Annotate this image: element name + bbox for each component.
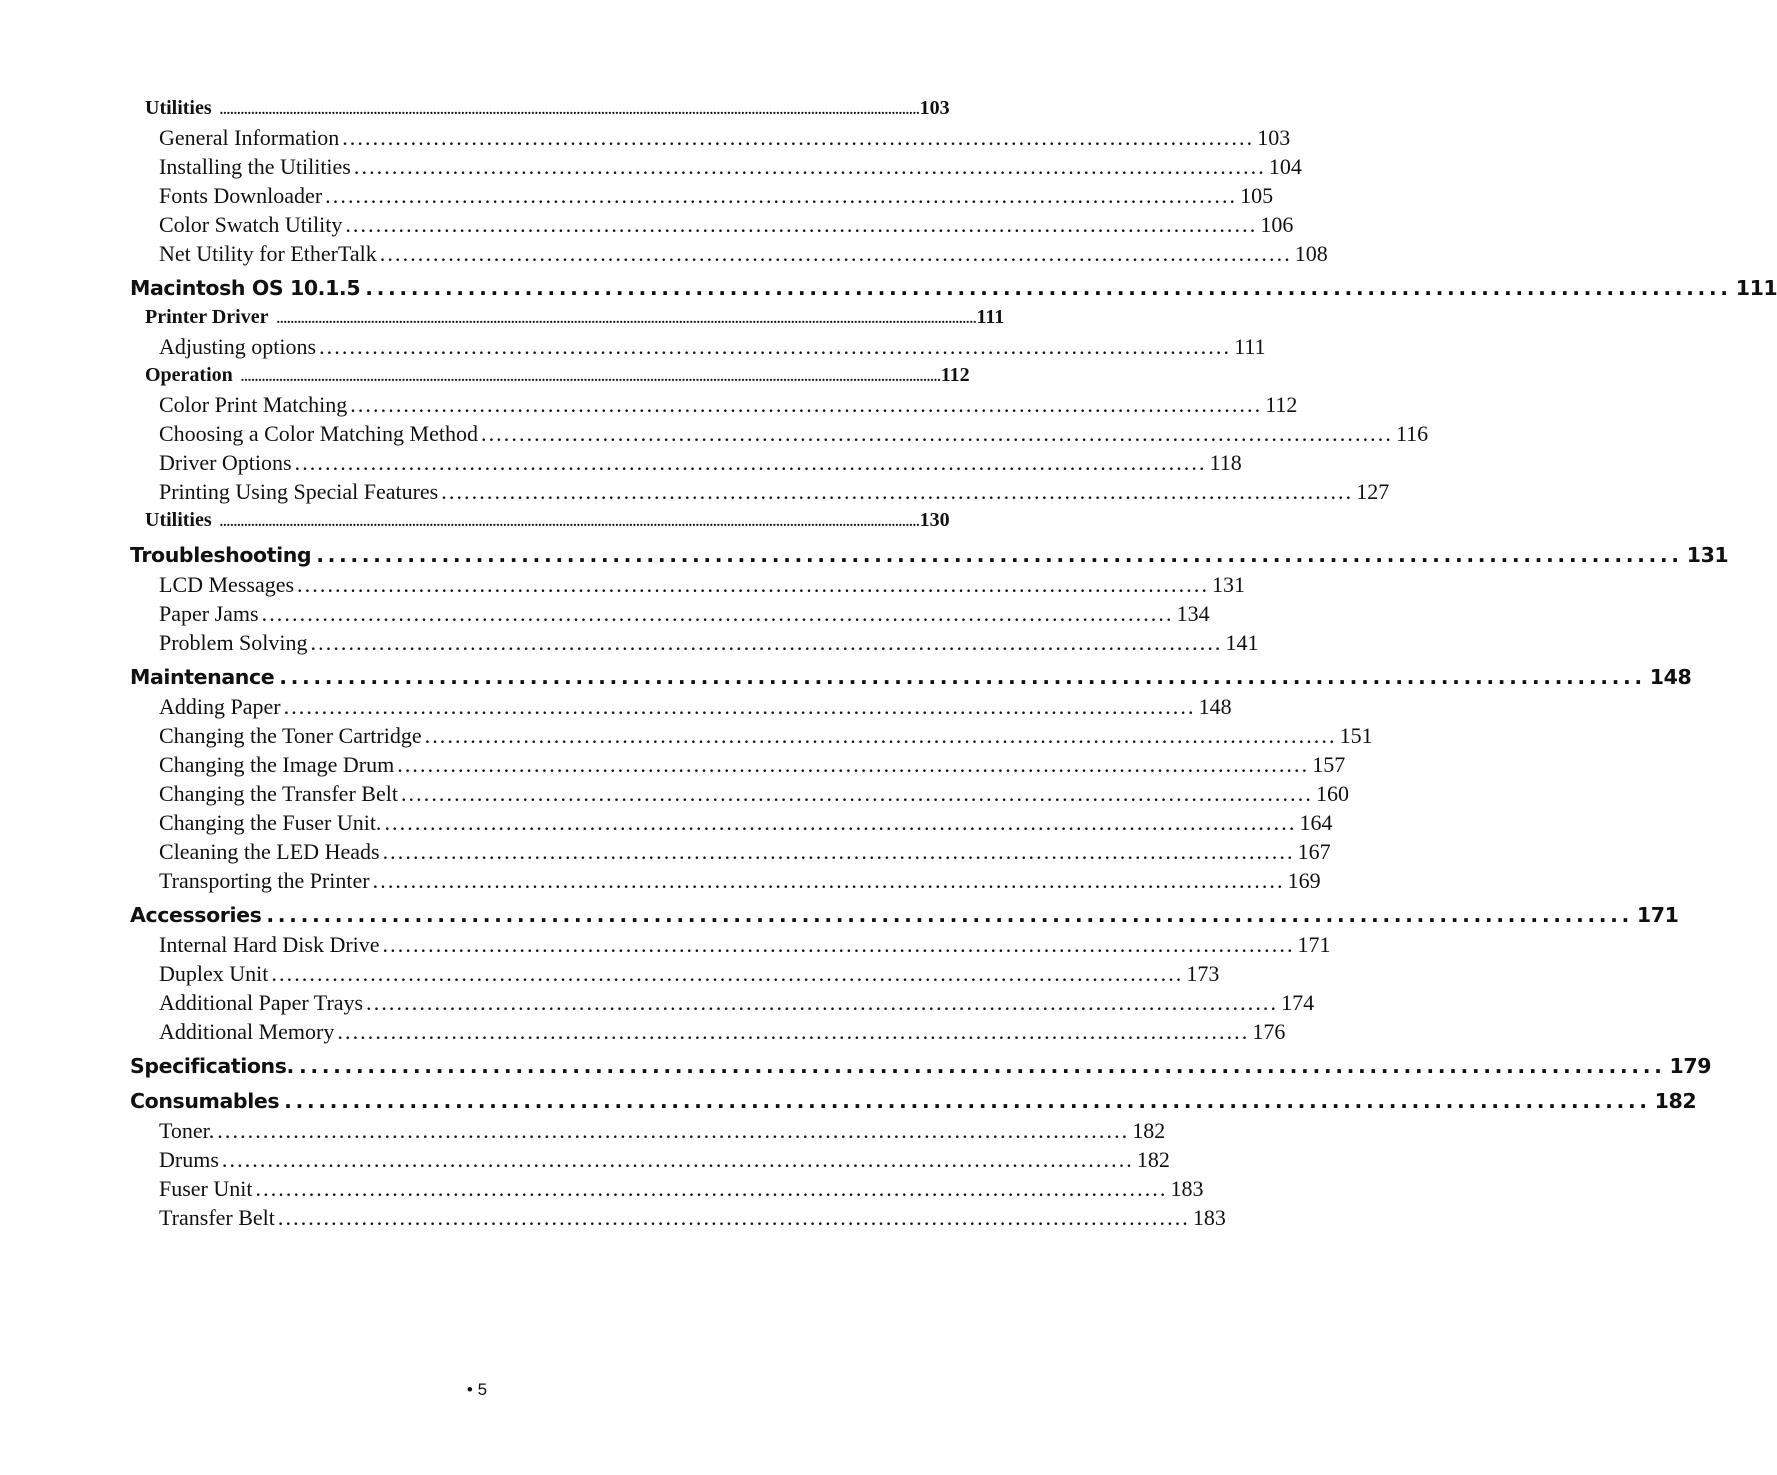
toc-entry <box>130 152 1302 181</box>
toc-group <box>130 1087 1697 1232</box>
toc-entry <box>130 808 1333 837</box>
toc-entry-page: 169 <box>1287 868 1321 893</box>
dot-leader: ........................................................................................................................ <box>400 781 1313 806</box>
toc-entry-page: 183 <box>1170 1176 1204 1201</box>
toc-entry <box>130 866 1321 895</box>
toc-entry-page: 103 <box>1257 125 1291 150</box>
toc-entry-page: 111 <box>1234 334 1266 359</box>
toc-entry-title: Drums <box>159 1147 219 1172</box>
dot-leader: ........................................................................................................................ <box>261 601 1174 626</box>
toc-entry-title: Internal Hard Disk Drive <box>159 932 380 957</box>
toc-entry-page: 105 <box>1240 183 1274 208</box>
toc-entry-title: Color Swatch Utility <box>159 212 343 237</box>
dot-leader: ........................................................................................................................ <box>424 723 1337 748</box>
section-heading-title: Operation <box>145 364 233 386</box>
page-number: • 5 <box>466 1380 488 1399</box>
toc-entry-page: 173 <box>1186 961 1220 986</box>
toc-entry <box>130 1203 1226 1232</box>
toc-group <box>130 274 1777 535</box>
dot-leader: ........................................................................................................................ <box>366 990 1279 1015</box>
chapter-heading-title: Consumables <box>130 1089 280 1113</box>
dot-leader: ........................................................................................................................ <box>283 694 1196 719</box>
chapter-heading-title: Troubleshooting <box>130 543 312 567</box>
toc-entry-title: Changing the Transfer Belt <box>159 781 398 806</box>
dot-leader: ........................................................................................................................ <box>325 183 1238 208</box>
toc-entry-title: Fuser Unit <box>159 1176 253 1201</box>
toc-entry-title: Driver Options <box>159 450 292 475</box>
toc-entry-title: Net Utility for EtherTalk <box>159 241 377 266</box>
chapter-heading <box>130 274 1777 303</box>
dot-leader: ........................................................................................................................................................................................................ <box>240 370 941 385</box>
dot-leader: ........................................................................................................................ <box>480 421 1393 446</box>
toc-entry-title: Duplex Unit <box>159 961 269 986</box>
dot-leader: ........................................................................................................................ <box>384 810 1297 835</box>
chapter-heading <box>130 541 1729 570</box>
dot-leader: ........................................................................................................................ <box>316 543 1683 567</box>
chapter-heading-page: 131 <box>1686 543 1729 567</box>
toc-entry-title: Toner. <box>159 1118 215 1143</box>
toc-entry-title: Cleaning the LED Heads <box>159 839 380 864</box>
dot-leader: ........................................................................................................................ <box>372 868 1285 893</box>
section-heading-page: 111 <box>976 306 1005 328</box>
toc-entry <box>130 692 1232 721</box>
toc-entry <box>130 930 1331 959</box>
toc-entry-title: Installing the Utilities <box>159 154 351 179</box>
toc-entry <box>130 599 1210 628</box>
dot-leader: ........................................................................................................................ <box>337 1019 1250 1044</box>
chapter-heading-title: Maintenance <box>130 665 275 689</box>
section-heading-title: Utilities <box>145 509 212 531</box>
dot-leader: ........................................................................................................................ <box>271 961 1184 986</box>
chapter-heading-page: 171 <box>1636 903 1679 927</box>
dot-leader: ........................................................................................................................ <box>221 1147 1134 1172</box>
toc-entry-title: Changing the Toner Cartridge <box>159 723 422 748</box>
dot-leader: ........................................................................................................................ <box>298 1054 1666 1078</box>
toc-entry-title: Additional Paper Trays <box>159 990 364 1015</box>
dot-leader: ........................................................................................................................ <box>382 932 1295 957</box>
dot-leader: ........................................................................................................................ <box>397 752 1310 777</box>
toc-entry <box>130 419 1429 448</box>
dot-leader: ........................................................................................................................................................................................................ <box>219 103 920 118</box>
dot-leader: ........................................................................................................................ <box>382 839 1295 864</box>
toc-entry <box>130 779 1349 808</box>
toc-entry-page: 157 <box>1312 752 1346 777</box>
dot-leader: ........................................................................................................................ <box>350 392 1263 417</box>
toc-entry <box>130 448 1242 477</box>
toc-entry <box>130 332 1266 361</box>
dot-leader: ........................................................................................................................ <box>319 334 1232 359</box>
chapter-heading-title: Macintosh OS 10.1.5 <box>130 276 361 300</box>
toc-entry <box>130 1116 1166 1145</box>
dot-leader: ........................................................................................................................................................................................................ <box>219 515 920 530</box>
chapter-heading <box>130 1087 1697 1116</box>
toc-group <box>130 94 1328 268</box>
toc-entry-page: 104 <box>1268 154 1302 179</box>
toc-entry-title: Adding Paper <box>159 694 281 719</box>
toc-group <box>130 1052 1712 1081</box>
dot-leader: ........................................................................................................................ <box>277 1205 1190 1230</box>
toc-entry <box>130 1145 1170 1174</box>
toc-entry <box>130 210 1294 239</box>
section-heading <box>130 361 970 390</box>
dot-leader: ........................................................................................................................ <box>379 241 1292 266</box>
toc-entry-title: Choosing a Color Matching Method <box>159 421 478 446</box>
toc-entry-page: 182 <box>1132 1118 1166 1143</box>
toc-entry-title: General Information <box>159 125 340 150</box>
toc-group <box>130 541 1729 657</box>
chapter-heading-page: 182 <box>1654 1089 1697 1113</box>
dot-leader: ........................................................................................................................ <box>441 479 1354 504</box>
toc-entry <box>130 837 1331 866</box>
toc-entry-page: 151 <box>1339 723 1373 748</box>
toc-entry-page: 176 <box>1252 1019 1286 1044</box>
section-heading-title: Printer Driver <box>145 306 269 328</box>
toc-entry-title: Printing Using Special Features <box>159 479 439 504</box>
toc-entry-page: 182 <box>1136 1147 1170 1172</box>
toc-entry-page: 127 <box>1356 479 1390 504</box>
table-of-contents <box>130 94 1777 1232</box>
chapter-heading-page: 179 <box>1669 1054 1712 1078</box>
section-heading <box>130 94 950 123</box>
chapter-heading <box>130 1052 1712 1081</box>
toc-entry <box>130 1017 1286 1046</box>
chapter-heading <box>130 663 1692 692</box>
dot-leader: ........................................................................................................................ <box>266 903 1633 927</box>
toc-entry-title: LCD Messages <box>159 572 295 597</box>
toc-entry-page: 183 <box>1192 1205 1226 1230</box>
toc-entry-page: 116 <box>1395 421 1429 446</box>
dot-leader: ........................................................................................................................ <box>297 572 1210 597</box>
toc-entry <box>130 239 1328 268</box>
toc-entry-page: 160 <box>1315 781 1349 806</box>
toc-entry-title: Fonts Downloader <box>159 183 323 208</box>
section-heading <box>130 506 950 535</box>
toc-entry-title: Problem Solving <box>159 630 308 655</box>
toc-entry-page: 108 <box>1294 241 1328 266</box>
dot-leader: ........................................................................................................................ <box>365 276 1732 300</box>
toc-entry-page: 106 <box>1260 212 1294 237</box>
toc-entry-title: Additional Memory <box>159 1019 335 1044</box>
toc-entry-page: 141 <box>1225 630 1259 655</box>
toc-entry-page: 164 <box>1299 810 1333 835</box>
dot-leader: ........................................................................................................................ <box>217 1118 1130 1143</box>
toc-entry-page: 131 <box>1212 572 1246 597</box>
toc-entry <box>130 628 1259 657</box>
toc-entry-title: Color Print Matching <box>159 392 348 417</box>
toc-entry <box>130 959 1220 988</box>
dot-leader: ........................................................................................................................ <box>310 630 1223 655</box>
section-heading-page: 130 <box>919 509 950 531</box>
chapter-heading-page: 148 <box>1649 665 1692 689</box>
toc-group <box>130 663 1692 895</box>
dot-leader: ........................................................................................................................................................................................................ <box>276 312 977 327</box>
section-heading-title: Utilities <box>145 97 212 119</box>
dot-leader: ........................................................................................................................ <box>345 212 1258 237</box>
toc-entry-page: 148 <box>1198 694 1232 719</box>
dot-leader: ........................................................................................................................ <box>342 125 1255 150</box>
toc-entry-page: 112 <box>1265 392 1298 417</box>
toc-group <box>130 901 1679 1046</box>
section-heading-page: 112 <box>940 364 970 386</box>
toc-entry <box>130 750 1346 779</box>
toc-entry-title: Transfer Belt <box>159 1205 275 1230</box>
chapter-heading-page: 111 <box>1735 276 1777 300</box>
dot-leader: ........................................................................................................................ <box>279 665 1646 689</box>
toc-entry <box>130 181 1274 210</box>
section-heading <box>130 303 1005 332</box>
toc-entry <box>130 721 1373 750</box>
toc-entry <box>130 390 1298 419</box>
toc-entry <box>130 477 1390 506</box>
toc-entry <box>130 1174 1204 1203</box>
section-heading-page: 103 <box>919 97 950 119</box>
toc-entry-title: Paper Jams <box>159 601 259 626</box>
toc-entry-page: 134 <box>1176 601 1210 626</box>
toc-entry-page: 118 <box>1209 450 1242 475</box>
chapter-heading-title: Specifications. <box>130 1054 294 1078</box>
toc-entry-page: 167 <box>1297 839 1331 864</box>
toc-entry <box>130 570 1246 599</box>
dot-leader: ........................................................................................................................ <box>255 1176 1168 1201</box>
dot-leader: ........................................................................................................................ <box>284 1089 1651 1113</box>
toc-entry <box>130 123 1291 152</box>
dot-leader: ........................................................................................................................ <box>353 154 1266 179</box>
toc-entry-page: 174 <box>1281 990 1315 1015</box>
toc-entry-title: Transporting the Printer <box>159 868 370 893</box>
toc-entry-title: Changing the Image Drum <box>159 752 395 777</box>
toc-entry <box>130 988 1315 1017</box>
toc-entry-title: Adjusting options <box>159 334 317 359</box>
toc-entry-title: Changing the Fuser Unit. <box>159 810 382 835</box>
dot-leader: ........................................................................................................................ <box>294 450 1207 475</box>
chapter-heading-title: Accessories <box>130 903 262 927</box>
chapter-heading <box>130 901 1679 930</box>
toc-entry-page: 171 <box>1297 932 1331 957</box>
